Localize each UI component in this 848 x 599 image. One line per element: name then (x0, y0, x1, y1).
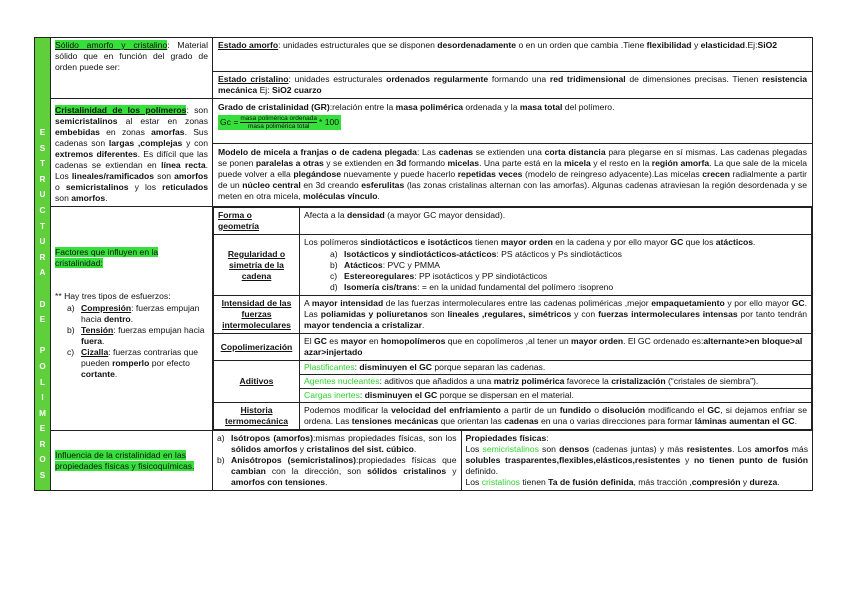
factor-copolymerization: Copolimerización El GC es mayor en homopolímeros que en copolímeros ,al tener un mayor orden. El GC ordenado es:alternante>en bloque>al azar>injertado (214, 334, 812, 361)
cell-crystallinity-definition: Cristalinidad de los polímeros: son semicristalinos al estar en zonas embebidas en zonas amorfas. Sus cadenas son largas ,complejas y con extremos diferentes. Es difícil que las cadenas se extiendan en línea recta. Los lineales/ramificados son amorfos o semicristalinos y los reticulados son amorfos. (51, 99, 213, 207)
side-title-letter: D (39, 299, 46, 309)
side-title-letter: A (39, 268, 46, 278)
side-title-letter: U (39, 190, 46, 200)
stress-item: b) Tensión: fuerzas empujan hacia fuera. (67, 325, 205, 346)
side-title (39, 40, 46, 484)
factors-title: Factores que influyen en la cristalinidad: (55, 247, 159, 268)
side-title-letter: P (39, 346, 46, 356)
row-factors (35, 207, 813, 431)
side-title-column (35, 38, 51, 491)
regularity-item: b) Atácticos: PVC y PMMA (330, 260, 440, 270)
side-title-letter: C (39, 205, 46, 215)
side-title-letter: E (39, 128, 46, 137)
additive-fillers: Cargas inertes: disminuyen el GC porque se dispersan en el material. (304, 390, 574, 400)
side-title-letter: I (41, 393, 44, 403)
amorphous-state: Estado amorfo: unidades estructurales que se disponen desordenadamente o en un orden que cambia .Tiene flexibilidad y elasticidad.Ej:SiO2 (213, 38, 812, 72)
row-crystallinity (35, 99, 813, 207)
regularity-item: d) Isomería cis/trans: = en la unidad fundamental del polímero :isopreno (330, 282, 614, 292)
influence-title: Influencia de la cristalinidad en las propiedades físicas y fisicoquímicas. (55, 449, 195, 471)
factor-regularity: Regularidad o simetría de la cadena Los polímeros sindiotácticos e isotácticos tienen mayor orden en la cadena y por ello mayor GC que los atácticos. a) Isotácticos y sindiotácticos-atácticos: PS atácticos y Ps sindiotácticos b) Atácticos: PVC y PMMA c) Estereoregulares: PP isotácticos y PP sindiotácticos d) Isomería cis/trans: = en la unidad fundamental del polímero :isopreno (214, 235, 812, 296)
crystallinity-title: Cristalinidad de los polímeros (55, 105, 187, 115)
side-title-letter: E (39, 315, 46, 325)
side-title-letter: U (39, 237, 46, 247)
additive-plasticizers: Plastificantes: disminuyen el GC porque separan las cadenas. (300, 361, 811, 375)
crystalline-state: Estado cristalino: unidades estructurales ordenados regularmente formando una red tridimensional de dimensiones precisas. Tienen resistencia mecánica Ej: SiO2 cuarzo (218, 74, 807, 95)
stress-item: c) Cizalla: fuerzas contrarias que pueden romperlo por efecto cortante. (67, 347, 199, 379)
isotropy-list (213, 431, 461, 490)
side-title-letter: O (39, 455, 46, 465)
cell-solid-definition: Sólido amorfo y cristalino: Material sólido que en función del grado de orden puede ser: (51, 38, 213, 99)
stress-item: a) Compresión: fuerzas empujan hacia dentro. (67, 303, 200, 324)
anisotropic-item: b) Anisótropos (semicristalinos):propiedades físicas que cambian con la dirección, son sólidos cristalinos y amorfos con tensiones. (217, 455, 457, 487)
regularity-item: a) Isotácticos y sindiotácticos-atácticos: PS atácticos y Ps sindiotácticos (330, 249, 622, 259)
side-title-letter: S (39, 471, 46, 481)
cell-influence-details (213, 431, 813, 491)
gc-fraction: $\frac{\text{masa polimérica ordenada}}{\text{masa polimérica total}}$ (240, 115, 317, 131)
solid-title: Sólido amorfo y cristalino (55, 40, 168, 50)
factor-geometry: Forma o geometría Afecta a la densidad (a mayor GC mayor densidad). (214, 208, 812, 235)
factors-table (213, 207, 812, 430)
side-title-letter: T (39, 221, 45, 231)
row-solid-types (35, 38, 813, 99)
side-title-letter: R (39, 174, 46, 184)
physical-properties: Propiedades físicas: Los semicristalinos son densos (cadenas juntas) y más resistentes. Los amorfos más solubles trasparentes,flexibles,elásticos,resistentes y no tienen punto de fusión definido. Los cristalinos tienen Ta de fusión definida, más tracción ,compresión y dureza. (465, 433, 809, 487)
regularity-list (304, 249, 807, 293)
side-title-letter: E (39, 424, 46, 434)
gc-formula: Gc = $\frac{\text{masa polimérica ordenada}}{\text{masa polimérica total}}$ * 100 (220, 115, 340, 131)
page (34, 37, 812, 561)
influence-table (213, 431, 812, 490)
side-title-letter: M (39, 408, 46, 418)
cell-factors-table (213, 207, 813, 431)
degree-of-crystallinity: Grado de cristalinidad (GR):relación entre la masa polimérica ordenada y la masa total del polímero. Gc = $\frac{\text{masa polimérica ordenada}}{\text{masa polimérica total}}$ * 100 (213, 99, 812, 144)
side-title-letter: R (39, 439, 46, 449)
factor-intermolecular: Intensidad de las fuerzas intermoleculares A mayor intensidad de las fuerzas intermoleculares entre las cadenas poliméricas ,mejor empaquetamiento y por ello mayor GC. Las poliamidas y poliuretanos son lineales ,regulares, simétricos y con fuerzas intermoleculares intensas por tanto tendrán mayor tendencia a cristalizar. (214, 296, 812, 334)
side-title-letter: T (39, 159, 45, 169)
cell-states (213, 38, 813, 99)
summary-table (34, 37, 813, 491)
side-title-letter: L (39, 377, 45, 387)
stress-list (55, 303, 208, 380)
cell-factors-intro (51, 207, 213, 431)
additive-nucleating: Agentes nucleantes: aditivos que añadidos a una matriz polimérica favorece la cristalización (“cristales de siembra”). (300, 375, 811, 389)
isotropic-item: a) Isótropos (amorfos):mismas propiedades físicas, son los sólidos amorfos y cristalinos del sist. cúbico. (217, 433, 457, 454)
side-title-letter: S (39, 143, 46, 153)
regularity-item: c) Estereoregulares: PP isotácticos y PP sindiotácticos (330, 271, 548, 281)
row-influence (35, 431, 813, 491)
factor-thermomechanical: Historia termomecánica Podemos modificar la velocidad del enfriamiento a partir de un fundido o disolución modificando el GC, si dejamos enfriar se ordena. Las tensiones mecánicas que orientan las cadenas en una o varias direcciones para formar láminas aumentan el GC. (214, 403, 812, 430)
cell-crystallinity-details (213, 99, 813, 207)
stress-intro: ** Hay tres tipos de esfuerzos: (55, 291, 171, 301)
side-title-letter: R (39, 252, 46, 262)
micelle-model: Modelo de micela a franjas o de cadena plegada: Las cadenas se extienden una corta distancia para plegarse en sí mismas. Las cadenas plegadas se ponen paralelas a otras y se extienden en 3d formando micelas. Una parte está en la micela y el resto en la región amorfa. La que sale de la micela puede volver a ella plegándose nuevamente y puede hacerlo repetidas veces (modelo de reingreso adyacente).Las micelas crecen radialmente a partir de un núcleo central en 3d creando esferulitas (las zonas cristalinas alternan con las amorfas). Algunas cadenas atraviesan la región desordenada y se meten en otra micela, moléculas vínculo. (218, 147, 807, 201)
cell-influence-title (51, 431, 213, 491)
side-title-letter: O (39, 361, 46, 371)
factor-additives: Aditivos Plastificantes: disminuyen el GC porque separan las cadenas. Agentes nucleantes: aditivos que añadidos a una matriz polimérica favorece la cristalización (“cristales de siembra”). Cargas inertes: disminuyen el GC porque se dispersan en el material. (214, 361, 812, 403)
